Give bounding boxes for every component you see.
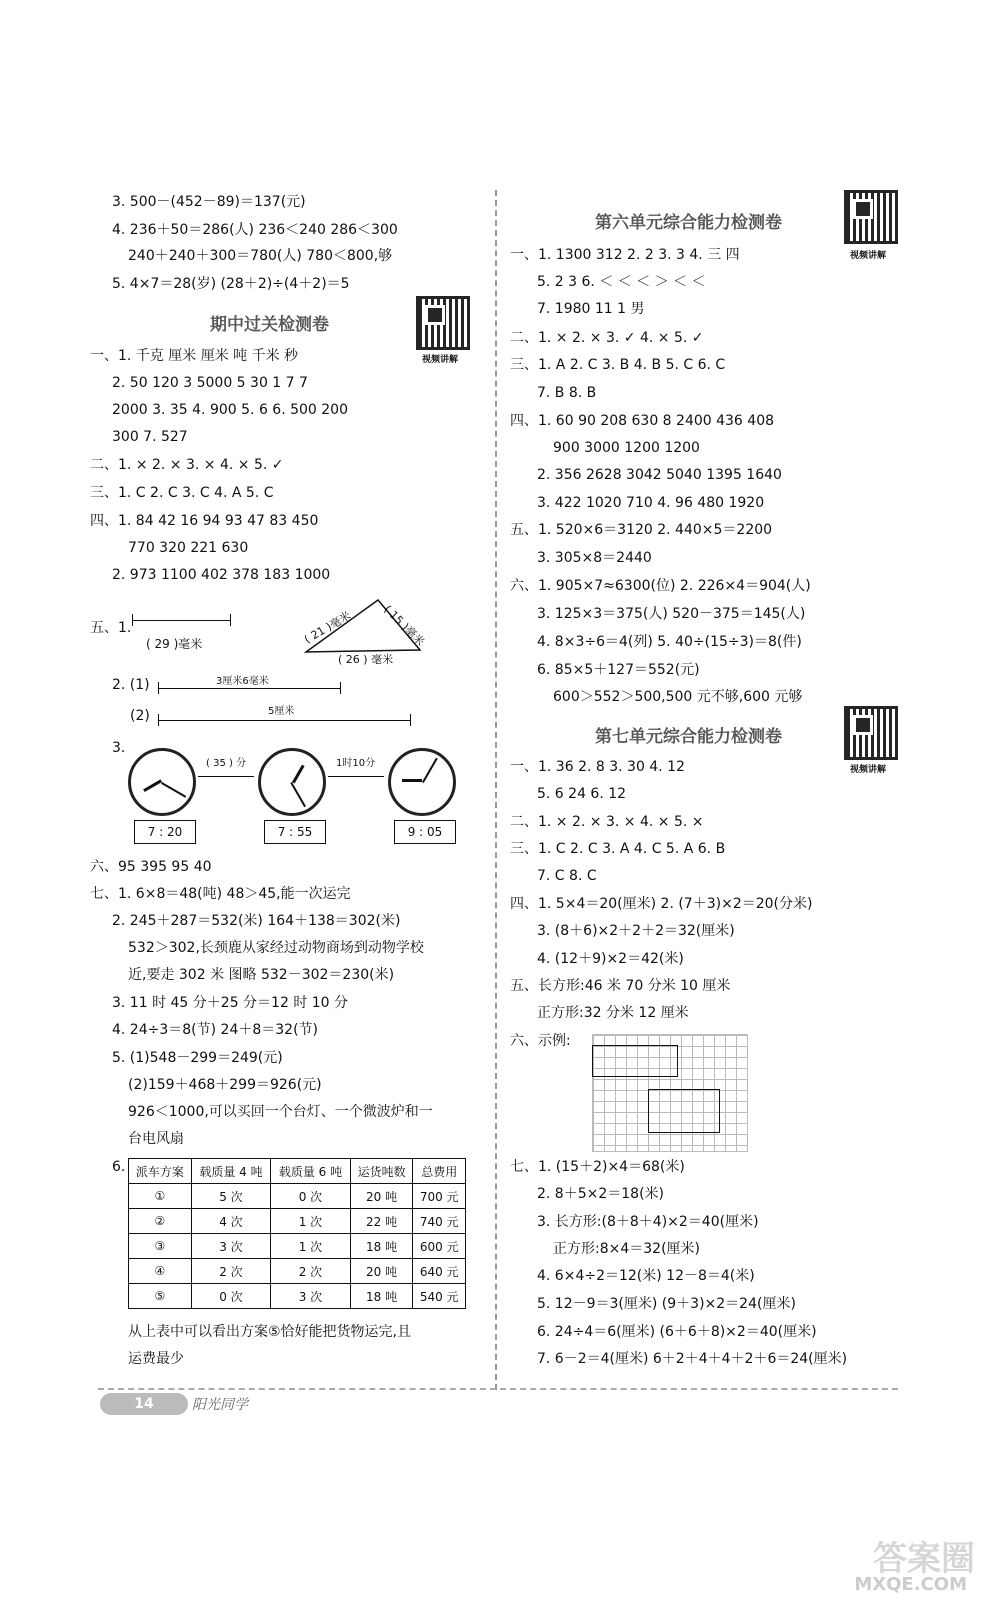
- answer-line: 5. 2 3 6. ＜ ＜ ＜ ＞ ＜ ＜: [537, 274, 706, 290]
- answer-line: 5. (1)548－299＝249(元): [112, 1050, 283, 1066]
- arrow-right-icon: [328, 776, 384, 777]
- answer-line: 六、1. 905×7≈6300(位) 2. 226×4＝904(人): [510, 578, 811, 594]
- clock-icon: [258, 748, 326, 816]
- segment-tick: [132, 614, 133, 626]
- table-cell: 18 吨: [350, 1284, 413, 1309]
- minute-hand: [422, 758, 438, 783]
- answer-line: 2000 3. 35 4. 900 5. 6 6. 500 200: [112, 402, 348, 418]
- answer-line: 3. 125×3＝375(人) 520－375＝145(人): [537, 606, 806, 622]
- arrow-right-icon: [198, 776, 254, 777]
- answer-line: 300 7. 527: [112, 429, 188, 445]
- table-cell: 20 吨: [350, 1184, 413, 1209]
- answer-line: 4. 236＋50＝286(人) 236＜240 286＜300: [112, 222, 398, 238]
- triangle-side-bottom: ( 26 ) 毫米: [338, 653, 394, 666]
- table-cell: 600 元: [413, 1234, 466, 1259]
- answer-line: 600＞552＞500,500 元不够,600 元够: [553, 689, 803, 705]
- table-cell: 2 次: [271, 1259, 351, 1284]
- answer-line: 532＞302,长颈鹿从家经过动物商场到动物学校: [128, 940, 424, 956]
- qr-label: 视频讲解: [850, 251, 887, 261]
- answer-line: 七、1. (15＋2)×4＝68(米): [510, 1159, 685, 1175]
- time-box: 7 : 55: [264, 820, 326, 844]
- answer-line: 一、1. 千克 厘米 厘米 吨 千米 秒: [90, 348, 299, 364]
- answer-line: 3. 305×8＝2440: [537, 550, 652, 566]
- table-cell: 1 次: [271, 1234, 351, 1259]
- answer-line: 四、1. 84 42 16 94 93 47 83 450: [90, 513, 319, 529]
- table-header-cell: 总费用: [413, 1159, 466, 1184]
- triangle-side-right: ( 15 )毫米: [381, 602, 427, 649]
- clock-icon: [388, 748, 456, 816]
- table-cell: 740 元: [413, 1209, 466, 1234]
- segment-tick: [410, 714, 411, 726]
- table-header-cell: 载质量 6 吨: [271, 1159, 351, 1184]
- answer-line: 四、1. 60 90 208 630 8 2400 436 408: [510, 413, 775, 429]
- answer-line: 5. 4×7＝28(岁) (28＋2)÷(4＋2)＝5: [112, 276, 350, 292]
- answer-line: 900 3000 1200 1200: [553, 440, 700, 456]
- answer-line: 5. 12－9＝3(厘米) (9＋3)×2＝24(厘米): [537, 1296, 796, 1312]
- segment-tick: [340, 682, 341, 694]
- answer-line: 7. 6－2＝4(厘米) 6＋2＋4＋4＋2＋6＝24(厘米): [537, 1351, 848, 1367]
- table-cell: 5 次: [191, 1184, 271, 1209]
- table-cell: 18 吨: [350, 1234, 413, 1259]
- answer-line: 4. (12＋9)×2＝42(米): [537, 951, 684, 967]
- table-cell: ①: [129, 1184, 192, 1209]
- answer-line: 近,要走 302 米 图略 532－302＝230(米): [128, 967, 395, 983]
- answer-line: 240＋240＋300＝780(人) 780＜800,够: [128, 248, 393, 264]
- table-cell: 1 次: [271, 1209, 351, 1234]
- answer-line: 2. 8＋5×2＝18(米): [537, 1186, 664, 1202]
- rectangle-shape: [648, 1089, 720, 1133]
- table-row: [129, 1209, 466, 1234]
- table-row: [129, 1234, 466, 1259]
- answer-line: 六、95 395 95 40: [90, 859, 212, 875]
- answer-line: 770 320 221 630: [128, 540, 249, 556]
- table-header-row: [129, 1159, 466, 1184]
- answer-line: 从上表中可以看出方案⑤恰好能把货物运完,且: [128, 1324, 411, 1340]
- rectangle-shape: [592, 1045, 678, 1077]
- table-cell: 22 吨: [350, 1209, 413, 1234]
- table-cell: 20 吨: [350, 1259, 413, 1284]
- arrow-label: 1时10分: [336, 758, 376, 769]
- qr-label: 视频讲解: [422, 355, 459, 365]
- table-row: [129, 1184, 466, 1209]
- segment-tick: [158, 714, 159, 726]
- segment-label: 5厘米: [268, 706, 295, 717]
- answer-line: 6. 24÷4＝6(厘米) (6＋6＋8)×2＝40(厘米): [537, 1324, 817, 1340]
- answer-line: 4. 8×3÷6＝4(列) 5. 40÷(15÷3)＝8(件): [537, 634, 802, 650]
- answer-line: 2. 356 2628 3042 5040 1395 1640: [537, 467, 782, 483]
- table-cell: 4 次: [191, 1209, 271, 1234]
- column-divider: [495, 190, 497, 1390]
- answer-line: 运费最少: [128, 1351, 184, 1367]
- minute-hand: [290, 782, 306, 807]
- answer-line: 2. (1): [112, 677, 150, 693]
- segment-tick: [158, 682, 159, 694]
- table-cell: ③: [129, 1234, 192, 1259]
- time-box: 7 : 20: [134, 820, 196, 844]
- clock-icon: [128, 748, 196, 816]
- hour-hand: [143, 779, 162, 792]
- table-row: [129, 1259, 466, 1284]
- line-segment: [158, 720, 410, 721]
- table-cell: 640 元: [413, 1259, 466, 1284]
- table-cell: 3 次: [191, 1234, 271, 1259]
- qr-code-icon[interactable]: [844, 706, 898, 760]
- hour-hand: [292, 765, 305, 784]
- table-cell: ⑤: [129, 1284, 192, 1309]
- answer-line: 六、示例:: [510, 1033, 571, 1049]
- line-segment: [132, 620, 230, 621]
- table-cell: 2 次: [191, 1259, 271, 1284]
- answer-line: 二、1. × 2. × 3. × 4. × 5. ×: [510, 814, 704, 830]
- table-header-cell: 派车方案: [129, 1159, 192, 1184]
- table-row: [129, 1284, 466, 1309]
- answer-line: 五、1. 520×6＝3120 2. 440×5＝2200: [510, 522, 773, 538]
- page-number: 14: [100, 1393, 188, 1415]
- table-cell: 0 次: [271, 1184, 351, 1209]
- answer-line: 3. 500－(452－89)＝137(元): [112, 194, 306, 210]
- answer-line: 7. 1980 11 1 男: [537, 301, 645, 317]
- triangle-side-left: ( 21 )毫米: [301, 609, 354, 647]
- plan-table: [128, 1158, 466, 1309]
- answer-line: 台电风扇: [128, 1131, 184, 1147]
- table-cell: ②: [129, 1209, 192, 1234]
- answer-line: 3. 422 1020 710 4. 96 480 1920: [537, 495, 765, 511]
- answer-line: 6. 85×5＋127＝552(元): [537, 662, 700, 678]
- answer-line: 3. 11 时 45 分＋25 分＝12 时 10 分: [112, 995, 349, 1011]
- answer-line: (2)159＋468＋299＝926(元): [128, 1077, 322, 1093]
- segment-tick: [230, 614, 231, 626]
- answer-line: 3.: [112, 740, 126, 756]
- qr-code-icon[interactable]: [844, 190, 898, 244]
- footer-divider: [98, 1388, 898, 1390]
- table-cell: 540 元: [413, 1284, 466, 1309]
- arrow-label: ( 35 ) 分: [206, 758, 247, 769]
- table-cell: 0 次: [191, 1284, 271, 1309]
- answer-line: 6.: [112, 1159, 126, 1175]
- unit7-title: 第七单元综合能力检测卷: [595, 727, 782, 747]
- answer-line: 一、1. 36 2. 8 3. 30 4. 12: [510, 759, 685, 775]
- answer-line: 四、1. 5×4＝20(厘米) 2. (7＋3)×2＝20(分米): [510, 896, 813, 912]
- answer-line: 2. 973 1100 402 378 183 1000: [112, 567, 331, 583]
- table-cell: 3 次: [271, 1284, 351, 1309]
- unit6-title: 第六单元综合能力检测卷: [595, 213, 782, 233]
- answer-line: 7. B 8. B: [537, 385, 597, 401]
- answer-line: 一、1. 1300 312 2. 2 3. 3 4. 三 四: [510, 247, 740, 263]
- answer-line: 二、1. × 2. × 3. ✓ 4. × 5. ✓: [510, 330, 704, 346]
- answer-line: 926＜1000,可以买回一个台灯、一个微波炉和一: [128, 1104, 433, 1120]
- answer-line: 三、1. C 2. C 3. C 4. A 5. C: [90, 485, 274, 501]
- minute-hand: [161, 782, 186, 798]
- answer-line: 3. 长方形:(8＋8＋4)×2＝40(厘米): [537, 1214, 759, 1230]
- answer-line: 正方形:32 分米 12 厘米: [537, 1005, 689, 1021]
- qr-code-icon[interactable]: [416, 296, 470, 350]
- table-cell: 700 元: [413, 1184, 466, 1209]
- table-header-cell: 载质量 4 吨: [191, 1159, 271, 1184]
- answer-line: 7. C 8. C: [537, 868, 597, 884]
- answer-line: 4. 6×4÷2＝12(米) 12－8＝4(米): [537, 1268, 755, 1284]
- answer-line: 2. 245＋287＝532(米) 164＋138＝302(米): [112, 913, 401, 929]
- segment-label: 3厘米6毫米: [216, 676, 269, 687]
- segment-length: ( 29 )毫米: [146, 637, 203, 651]
- answer-line: 4. 24÷3＝8(节) 24＋8＝32(节): [112, 1022, 319, 1038]
- line-segment: [158, 688, 340, 689]
- watermark-url: MXQE.COM: [854, 1574, 967, 1595]
- qr-label: 视频讲解: [850, 765, 887, 775]
- midterm-title: 期中过关检测卷: [210, 315, 329, 335]
- answer-line: 三、1. C 2. C 3. A 4. C 5. A 6. B: [510, 841, 726, 857]
- time-box: 9 : 05: [394, 820, 456, 844]
- answer-line: 七、1. 6×8＝48(吨) 48＞45,能一次运完: [90, 886, 351, 902]
- answer-line: 五、1.: [90, 620, 132, 636]
- brand-logo: 阳光同学: [192, 1397, 248, 1413]
- answer-line: (2): [130, 708, 150, 724]
- table-header-cell: 运货吨数: [350, 1159, 413, 1184]
- answer-line: 正方形:8×4＝32(厘米): [553, 1241, 700, 1257]
- hour-hand: [402, 779, 422, 782]
- answer-line: 5. 6 24 6. 12: [537, 786, 627, 802]
- answer-line: 三、1. A 2. C 3. B 4. B 5. C 6. C: [510, 357, 726, 373]
- answer-line: 五、长方形:46 米 70 分米 10 厘米: [510, 978, 731, 994]
- answer-line: 二、1. × 2. × 3. × 4. × 5. ✓: [90, 457, 284, 473]
- answer-line: 3. (8＋6)×2＋2＋2＝32(厘米): [537, 923, 735, 939]
- watermark-logo: 答案圈: [873, 1539, 975, 1579]
- answer-line: 2. 50 120 3 5000 5 30 1 7 7: [112, 375, 308, 391]
- table-cell: ④: [129, 1259, 192, 1284]
